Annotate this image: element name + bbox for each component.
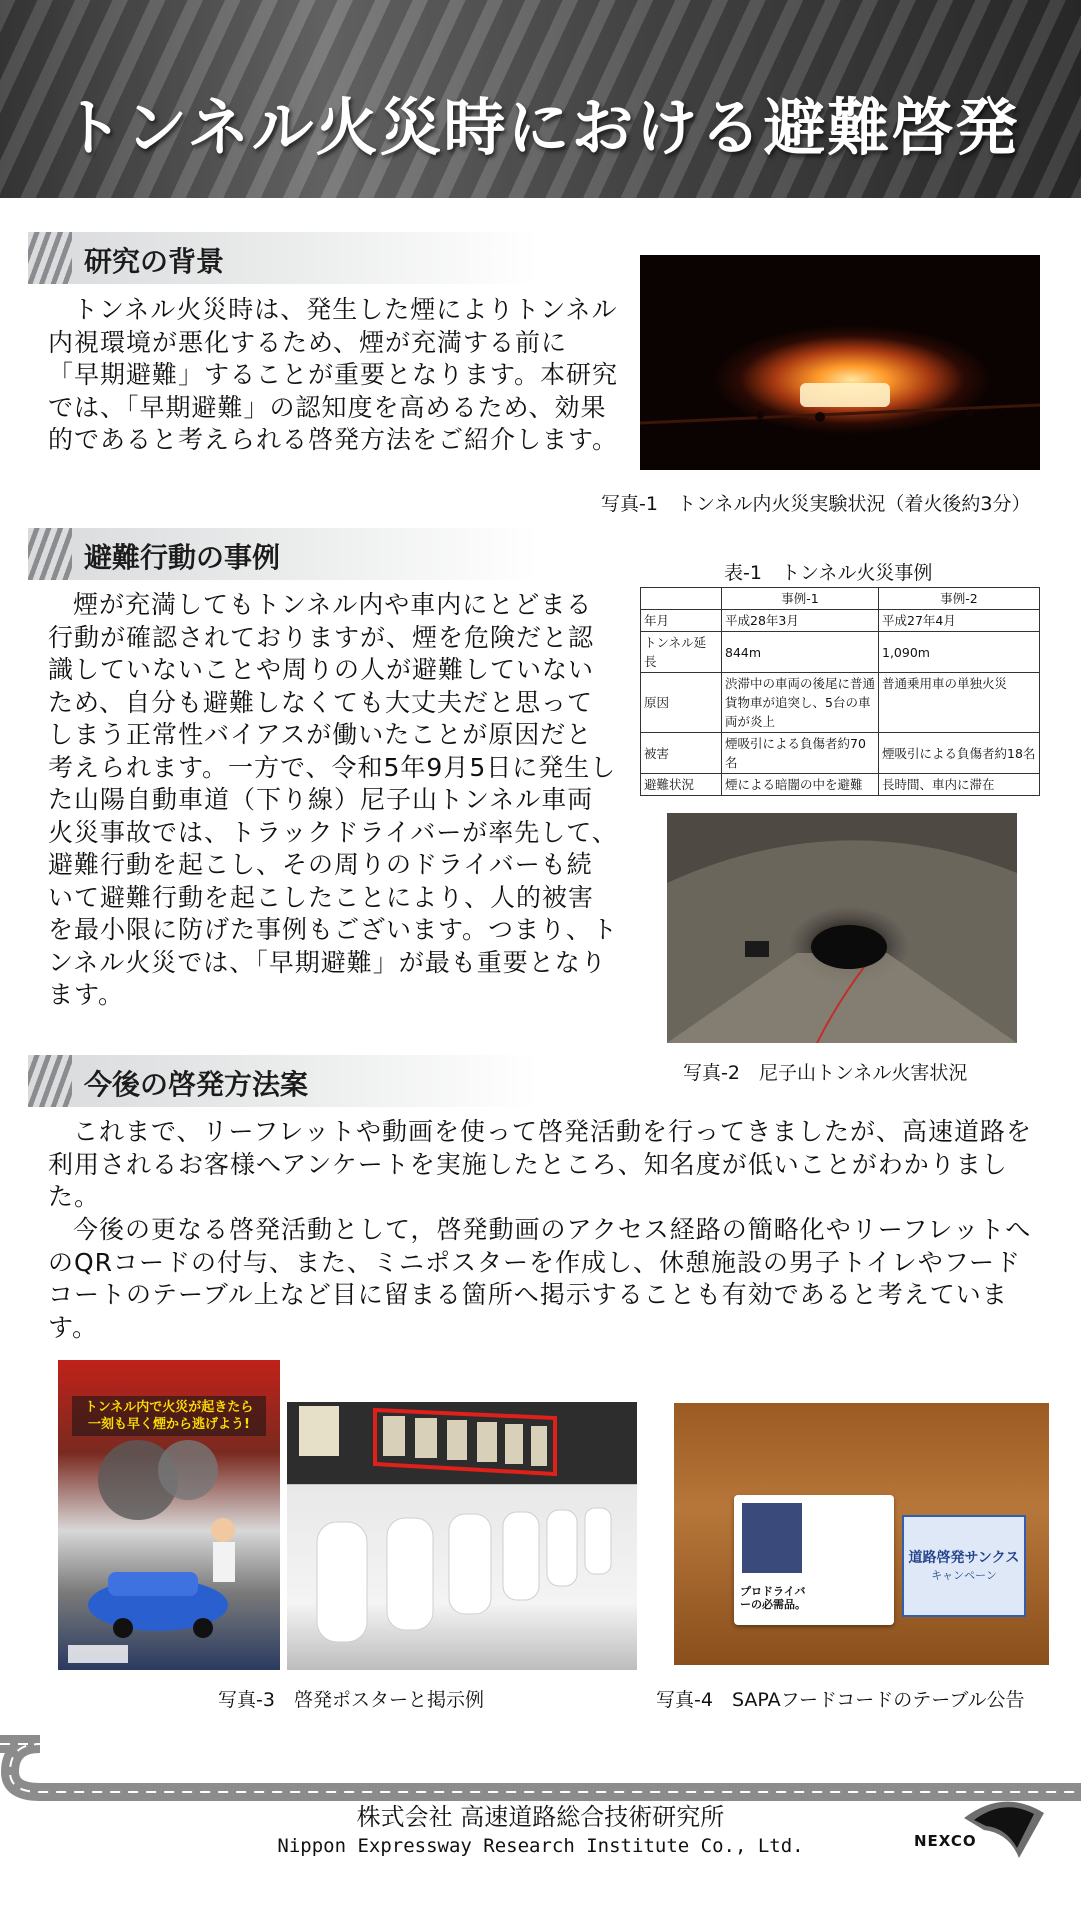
nexco-logo [914,1788,1064,1878]
table-cell: 1,090m [879,632,1040,673]
table-cell: 煙吸引による負傷者約70名 [722,733,879,774]
table-cell: 渋滞中の車両の後尾に普通貨物車が追突し、5台の車両が炎上 [722,673,879,733]
flyer-title: 道路啓発サンクス [908,1550,1020,1566]
table-header-cell [641,588,722,610]
cases-paragraph: 煙が充満してもトンネル内や車内にとどまる行動が確認されておりますが、煙を危険だと認識していないことや周りの人が避難していないため、自分も避難しなくても大丈夫だと思ってしまう正常性バイアスが働いたことが原因だと考えられます。一方で、令和5年9月5日に発生した山陽自動車道（下り線）尼子山トンネル車両火災事故では、トラックドライバーが率先して、避難行動を起こし、その周りのドライバーも続いて避難行動を起こしたことにより、人的被害を最小限に防げた事例もございます。つまり、トンネル火災では、「早期避難」が最も重要となります。 [48,590,619,1009]
table-row [641,610,1040,632]
table-cell: 平成28年3月 [722,610,879,632]
section-heading-background [28,232,538,284]
title-banner [0,0,1081,198]
table-cell: 長時間、車内に滞在 [879,774,1040,796]
table-row [641,632,1040,673]
section-title: 今後の啓発方法案 [84,1068,309,1101]
table-cell: 避難状況 [641,774,722,796]
table-cell: 原因 [641,673,722,733]
tunnel-interior-graphic [667,813,1017,1043]
footer-organization-jp: 株式会社 高速道路総合技術研究所 [356,1803,725,1831]
poster-headline-line2: 一刻も早く煙から逃げよう! [88,1417,250,1432]
leaflet-tagline: プロドライバーの必需品。 [740,1585,806,1611]
table-header-cell: 事例-2 [879,588,1040,610]
table-header-row [641,588,1040,610]
section-heading-cases [28,528,538,580]
background-paragraph: トンネル火災時は、発生した煙によりトンネル内視環境が悪化するため、煙が充満する前に「早期避難」することが重要となります。本研究では、「早期避難」の認知度を高めるため、効果的であると考えられる啓発方法をご紹介します。 [48,295,619,454]
leaflet-phone-image [742,1503,802,1573]
photo2-caption: 写真-2 尼子山トンネル火害状況 [683,1062,968,1084]
nexco-logo-text: NEXCO [914,1832,977,1850]
photo3-caption: 写真-3 啓発ポスターと掲示例 [218,1689,484,1711]
table-row [641,673,1040,733]
photo-tunnel-fire-experiment [640,255,1040,470]
photo-tunnel-damage [667,813,1017,1043]
photo1-caption: 写真-1 トンネル内火災実験状況（着火後約3分） [601,493,1031,515]
table-cell: 煙吸引による負傷者約18名 [879,733,1040,774]
photo4-caption: 写真-4 SAPAフードコードのテーブル公告 [656,1689,1025,1711]
table-header-cell: 事例-1 [722,588,879,610]
flyer-subtitle: キャンペーン [931,1569,997,1582]
table-cell: 平成27年4月 [879,610,1040,632]
future-paragraph-2: 今後の更なる啓発活動として，啓発動画のアクセス経路の簡略化やリーフレットへのQRコードの付与、また、ミニポスターを作成し、休憩施設の男子トイレやフードコートのテーブル上など目に留まる箇所へ掲示することも有効であると考えています。 [48,1215,1032,1342]
table-cell: 被害 [641,733,722,774]
restroom-graphic [287,1402,637,1670]
table-row [641,774,1040,796]
table-cell: 普通乗用車の単独火災 [879,673,1040,733]
table-row [641,733,1040,774]
stripes-decoration [28,528,72,580]
table-caption: 表-1 トンネル火災事例 [724,562,933,584]
stripes-decoration [28,232,72,284]
poster-headline [72,1396,266,1436]
table-cell: 煙による暗闇の中を避難 [722,774,879,796]
fire-cases-table [640,587,1040,796]
poster-headline-line1: トンネル内で火災が起きたら [84,1400,254,1415]
section-title: 研究の背景 [84,245,225,278]
section-title: 避難行動の事例 [84,541,281,574]
footer-organization-en: Nippon Expressway Research Institute Co., Ltd. [277,1835,804,1857]
leaflet-stand [734,1495,894,1625]
page-title: トンネル火災時における避難啓発 [61,91,1020,164]
table-cell: トンネル延長 [641,632,722,673]
fire-scene-graphic [640,255,1040,470]
campaign-flyer [902,1515,1026,1617]
photo-foodcourt-leaflet [674,1403,1049,1665]
photo-restroom-display [287,1402,637,1670]
future-paragraph-1: これまで、リーフレットや動画を使って啓発活動を行ってきましたが、高速道路を利用されるお客様へアンケートを実施したところ、知名度が低いことがわかりました。 [48,1117,1033,1211]
stripes-decoration [28,1055,72,1107]
section-heading-future [28,1055,538,1107]
photo-awareness-poster [58,1360,280,1670]
table-cell: 年月 [641,610,722,632]
table-cell: 844m [722,632,879,673]
